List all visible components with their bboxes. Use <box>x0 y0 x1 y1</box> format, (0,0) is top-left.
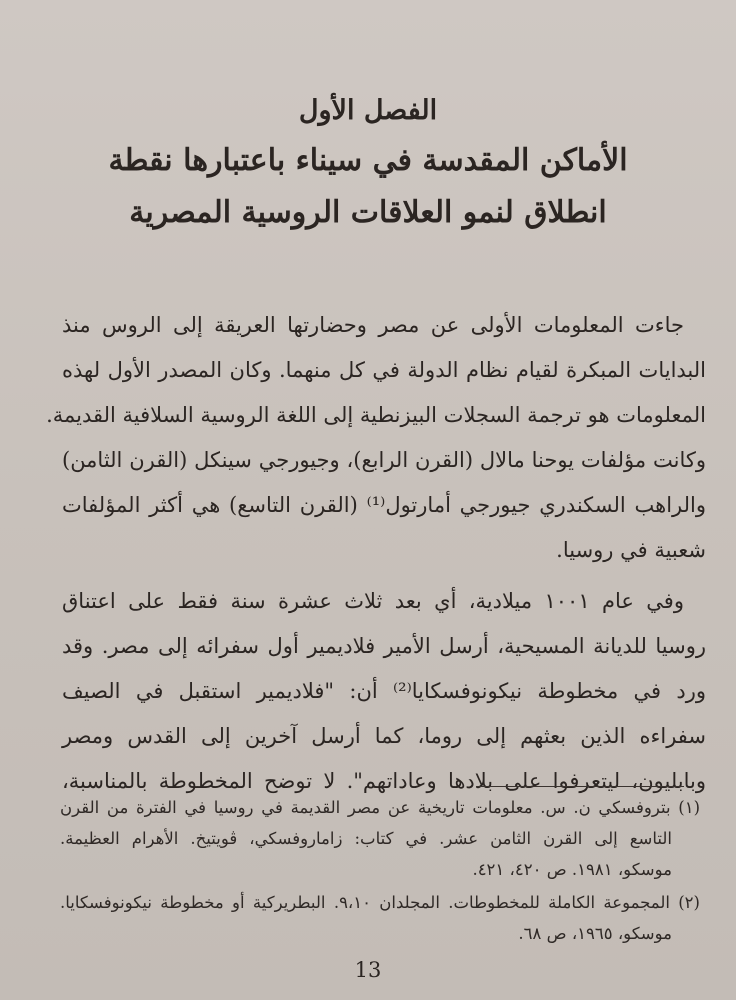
paragraph-line: ورد في مخطوطة نيكونوفسكايا⁽²⁾ أن: "فلاديمير استقبل في الصيف <box>62 679 707 703</box>
footnote-line: التاسع إلى القرن الثامن عشر. في كتاب: زاماروفسكي، ڤويتيخ. الأهرام العظيمة. <box>60 829 672 848</box>
footnote-divider <box>476 786 684 787</box>
footnotes <box>60 792 700 949</box>
paragraph-line: والراهب السكندري جيورجي أمارتول⁽¹⁾ (القرن التاسع) هي أكثر المؤلفات <box>62 493 706 517</box>
body-text <box>46 303 707 804</box>
footnote-2 <box>60 887 700 949</box>
page-number: 13 <box>354 958 382 982</box>
paragraph-1 <box>46 303 706 573</box>
chapter-title-line-2: انطلاق لنمو العلاقات الروسية المصرية <box>129 195 607 230</box>
footnote-line: موسكو، ١٩٦٥، ص ٦٨. <box>518 924 672 943</box>
paragraph-line: وبابليون، ليتعرفوا على بلادها وعاداتهم". لا توضح المخطوطة بالمناسبة، <box>62 769 706 793</box>
paragraph-line: وفي عام ١٠٠١ ميلادية، أي بعد ثلاث عشرة سنة فقط على اعتناق <box>62 589 684 613</box>
chapter-title-line-1: الأماكن المقدسة في سيناء باعتبارها نقطة <box>108 143 628 178</box>
paragraph-line: وكانت مؤلفات يوحنا مالال (القرن الرابع)، وجيورجي سينكل (القرن الثامن) <box>62 448 706 472</box>
paragraph-line: البدايات المبكرة لقيام نظام الدولة في كل منهما. وكان المصدر الأول لهذه <box>62 358 706 382</box>
paragraph-line: سفراءه الذين بعثهم إلى روما، كما أرسل آخرين إلى القدس ومصر <box>62 724 706 748</box>
paragraph-2 <box>62 579 706 804</box>
chapter-label: الفصل الأول <box>298 95 438 126</box>
footnote-line: (١) بتروفسكي ن. س. معلومات تاريخية عن مصر القديمة في روسيا في الفترة من القرن <box>60 798 700 817</box>
footnote-line: (٢) المجموعة الكاملة للمخطوطات. المجلدان ٩،١٠. البطريركية أو مخطوطة نيكونوفسكايا. <box>60 893 700 912</box>
paragraph-line: جاءت المعلومات الأولى عن مصر وحضارتها العريقة إلى الروس منذ <box>62 313 684 337</box>
paragraph-line: روسيا للديانة المسيحية، أرسل الأمير فلاديمير أول سفرائه إلى مصر. وقد <box>62 634 706 658</box>
footnote-line: موسكو، ١٩٨١. ص ٤٢٠، ٤٢١. <box>472 860 672 879</box>
footnote-1 <box>60 792 700 885</box>
paragraph-line: شعبية في روسيا. <box>556 538 706 562</box>
paragraph-line: المعلومات هو ترجمة السجلات البيزنطية إلى اللغة الروسية السلافية القديمة. <box>46 403 706 427</box>
chapter-heading <box>0 88 736 238</box>
